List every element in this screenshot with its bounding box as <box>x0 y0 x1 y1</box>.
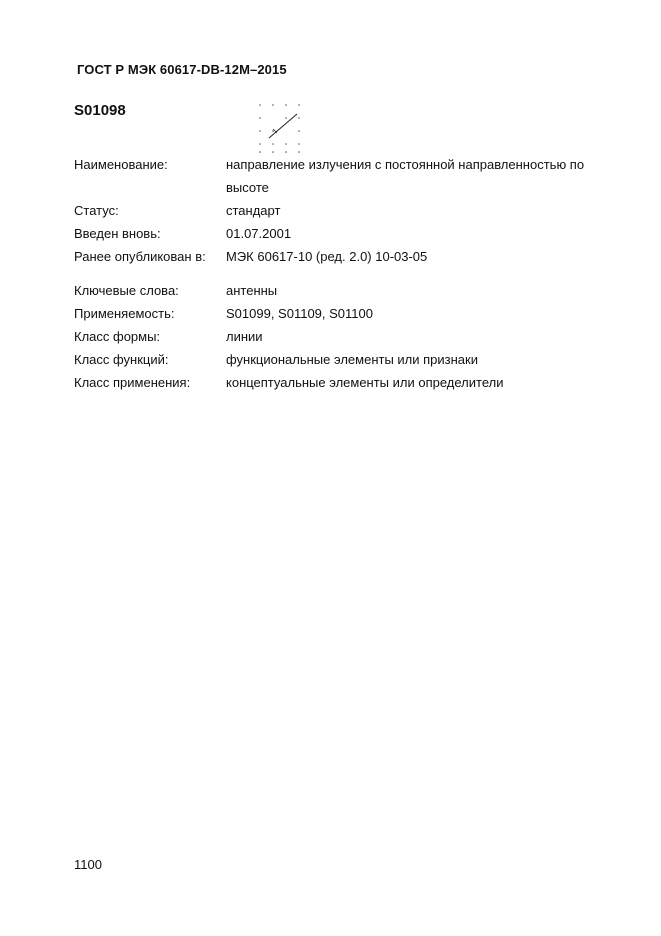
property-row-shape-class <box>74 325 614 348</box>
properties-table <box>74 153 614 394</box>
property-value: направление излучения с постоянной направленностью по высоте <box>226 157 585 195</box>
property-label: Класс функций: <box>74 352 169 367</box>
symbol-code: S01098 <box>74 102 126 119</box>
property-row-introduced <box>74 222 614 245</box>
property-label: Ранее опубликован в: <box>74 249 206 264</box>
property-value: МЭК 60617-10 (ред. 2.0) 10-03-05 <box>226 249 428 264</box>
property-row-applicability <box>74 302 614 325</box>
direction-line <box>269 114 297 138</box>
property-value: S01099, S01109, S01100 <box>226 306 373 321</box>
document-header: ГОСТ Р МЭК 60617-DB-12M–2015 <box>77 62 287 77</box>
property-label: Введен вновь: <box>74 226 161 241</box>
page-number: 1100 <box>74 857 102 872</box>
property-row-previously-published <box>74 245 614 268</box>
property-value: стандарт <box>226 203 281 218</box>
symbol-graphic <box>255 100 311 156</box>
property-value: функциональные элементы или признаки <box>226 352 478 367</box>
property-value: концептуальные элементы или определители <box>226 375 504 390</box>
property-row-name <box>74 153 614 199</box>
property-value: антенны <box>226 283 278 298</box>
property-row-status <box>74 199 614 222</box>
property-label: Класс применения: <box>74 375 191 390</box>
property-row-function-class <box>74 348 614 371</box>
property-label: Статус: <box>74 203 119 218</box>
property-value: 01.07.2001 <box>226 226 292 241</box>
property-row-application-class <box>74 371 614 394</box>
property-value: линии <box>226 329 263 344</box>
property-label: Применяемость: <box>74 306 175 321</box>
property-label: Ключевые слова: <box>74 283 179 298</box>
property-label: Наименование: <box>74 157 168 172</box>
property-row-keywords <box>74 279 614 302</box>
property-label: Класс формы: <box>74 329 161 344</box>
